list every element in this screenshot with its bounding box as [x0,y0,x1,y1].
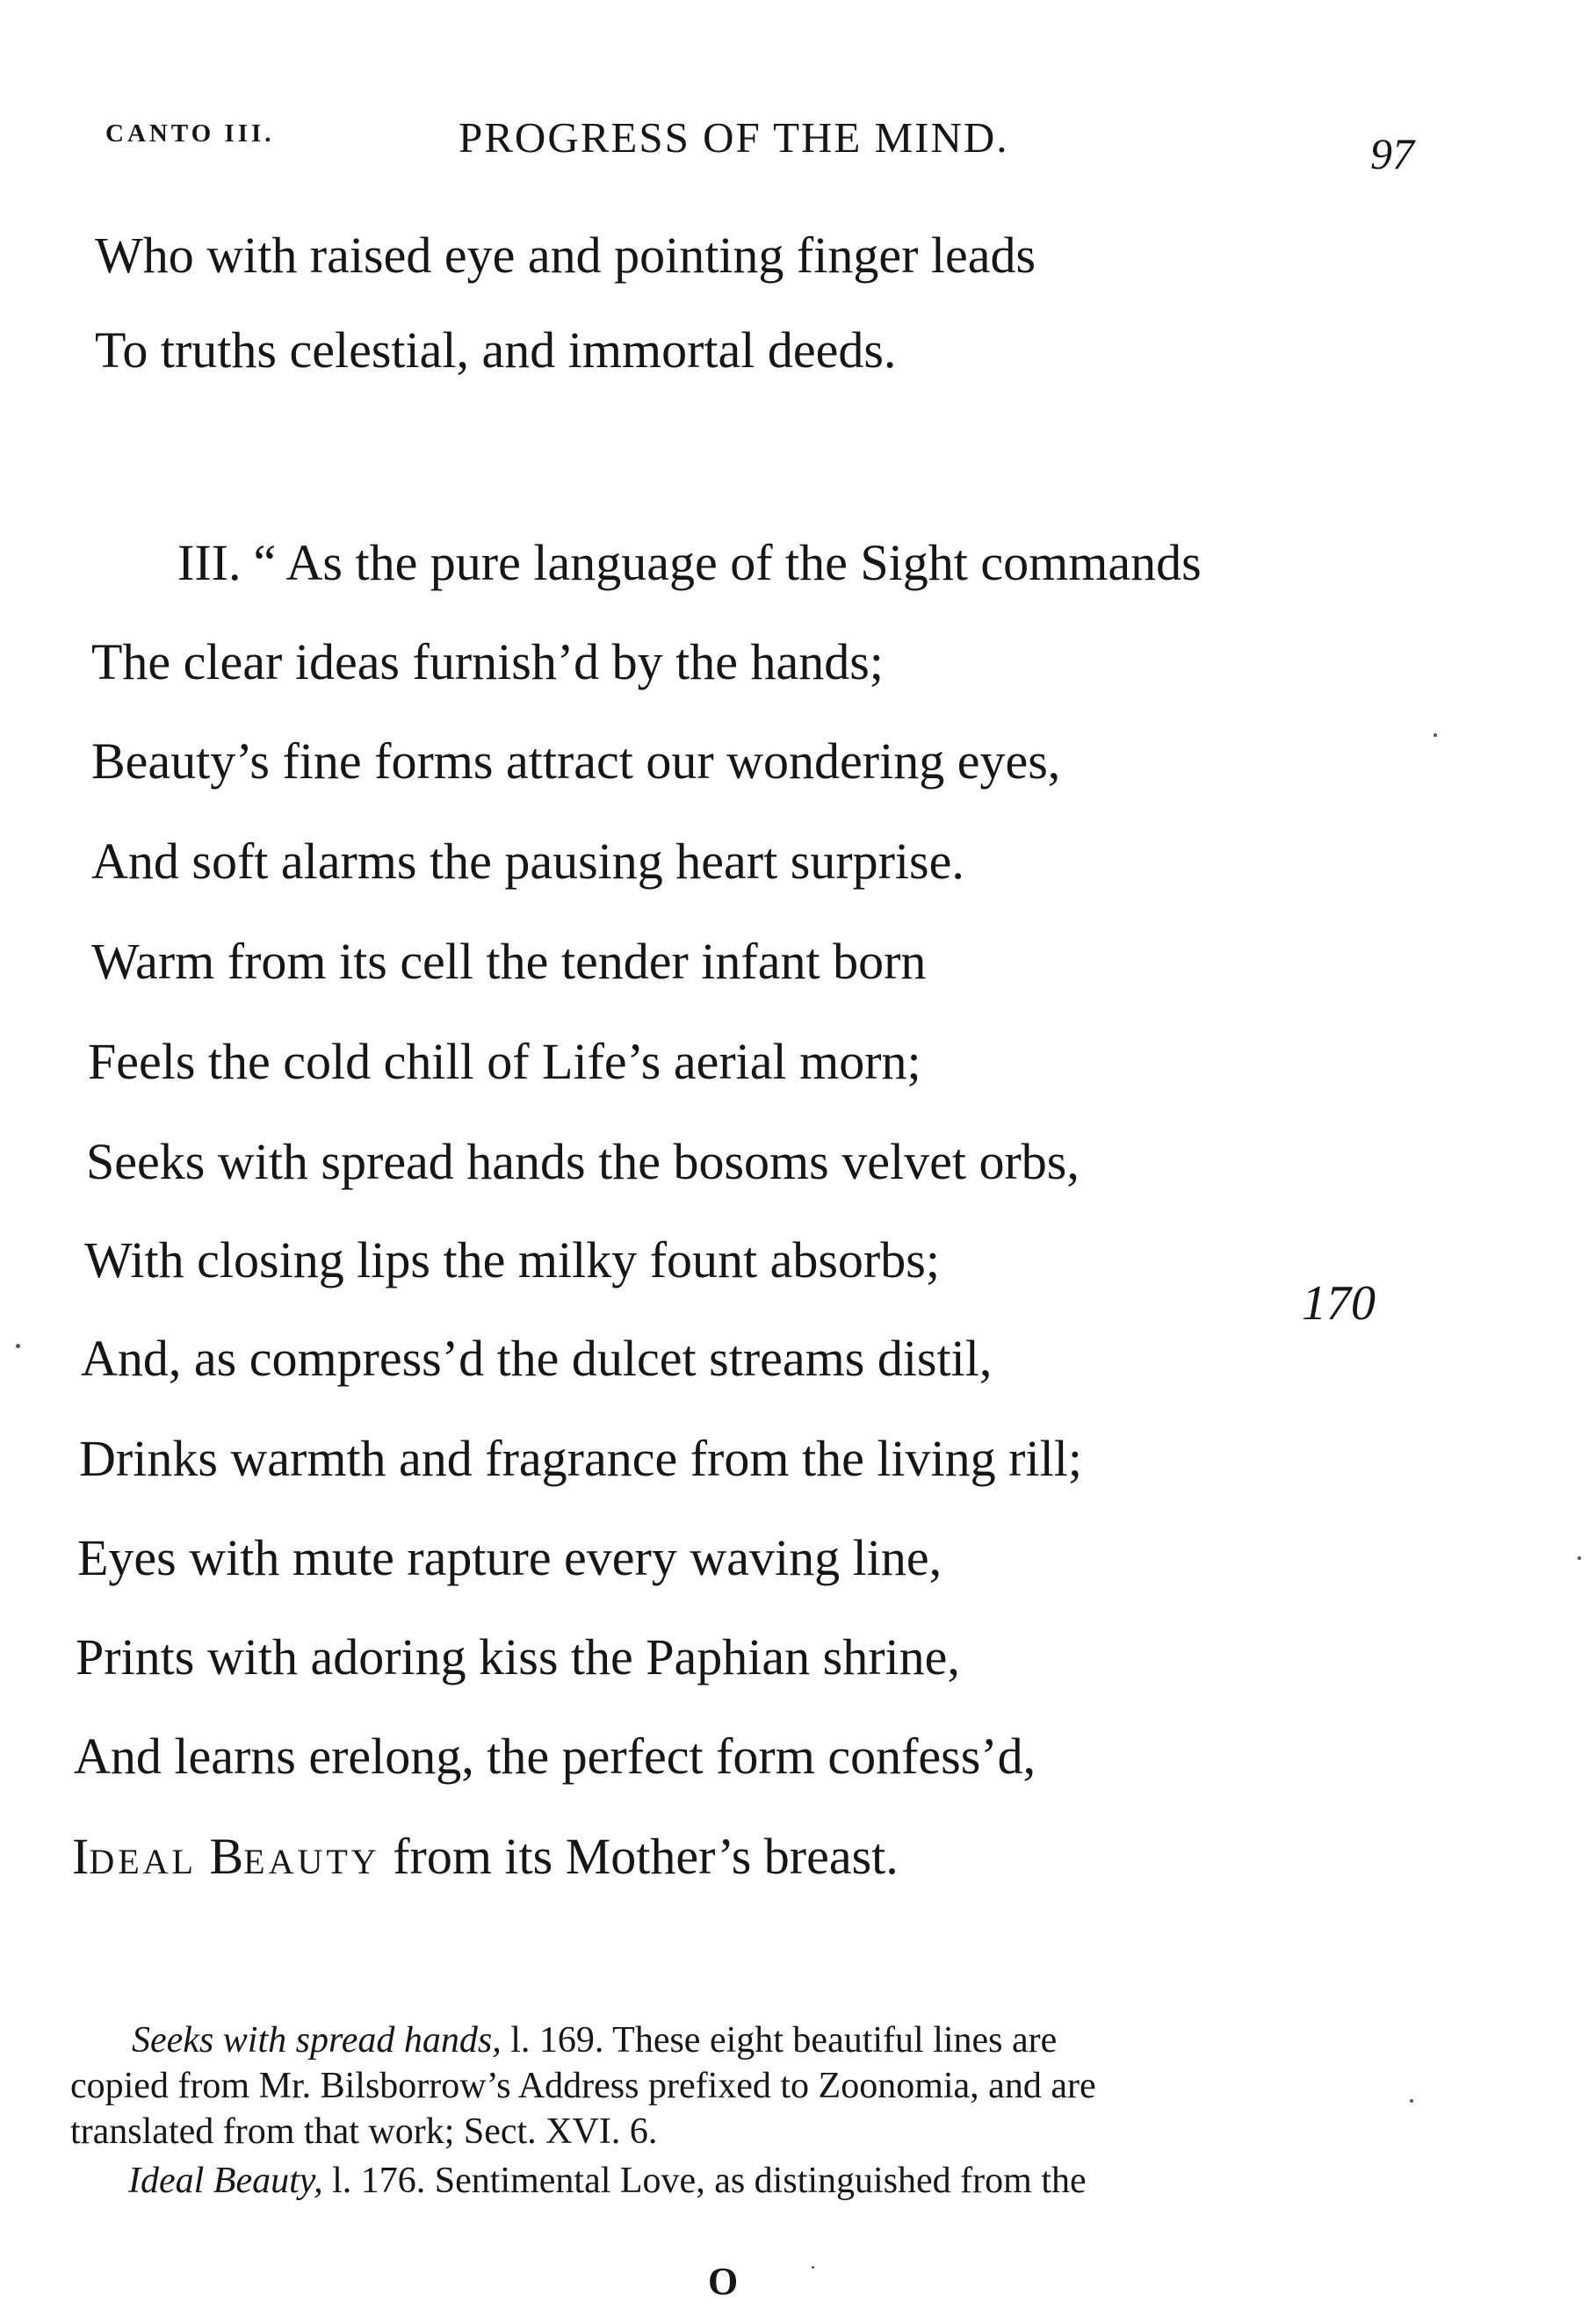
verse-line: Prints with adoring kiss the Paphian shrine, [76,1628,960,1685]
beauty-rest: EAUTY [243,1842,380,1881]
verse-line: Seeks with spread hands the bosoms velvet orbs, [86,1133,1080,1190]
verse-line: To truths celestial, and immortal deeds. [95,321,897,379]
section-first-line: “ As the pure language of the Sight commands [253,534,1202,591]
footnote-text: l. 176. Sentimental Love, as distinguished from the [322,2161,1087,2201]
ideal-rest: DEAL [89,1842,197,1881]
verse-line: The clear ideas furnish’d by the hands; [91,633,884,690]
verse-line: Feels the cold chill of Life’s aerial morn; [88,1033,921,1090]
ink-speck [1578,1556,1581,1560]
page-number: 97 [1370,129,1414,178]
ink-speck [1410,2099,1413,2103]
footnote-line: copied from Mr. Bilsborrow’s Address prefixed to Zoonomia, and are [70,2066,1096,2106]
verse-line: And, as compress’d the dulcet streams distil, [81,1330,993,1387]
signature-mark: O [708,2260,739,2303]
ink-speck [16,1344,20,1348]
footnote-line: translated from that work; Sect. XVI. 6. [70,2111,658,2152]
verse-line: Warm from its cell the tender infant born [91,933,927,990]
verse-line: And soft alarms the pausing heart surprise. [91,833,964,890]
verse-line: Who with raised eye and pointing finger leads [95,227,1036,284]
footnote-line [132,2022,1057,2059]
beauty-initial: B [209,1828,244,1885]
verse-line-final [72,1828,899,1885]
verse-line: Beauty’s fine forms attract our wondering eyes, [91,733,1061,790]
line-number: 170 [1302,1276,1376,1331]
running-header [105,112,1423,178]
ink-speck [812,2266,814,2269]
footnote-lead: Ideal Beauty, [128,2161,323,2201]
verse-line: And learns erelong, the perfect form confess’d, [74,1728,1036,1785]
running-title: PROGRESS OF THE MIND. [459,113,1009,162]
verse-line: Eyes with mute rapture every waving line, [77,1529,942,1586]
verse-line-section-start [177,534,1202,591]
footnote-lead: Seeks with spread hands, [132,2020,502,2061]
ideal-initial: I [72,1828,90,1885]
footnote-line [128,2162,1087,2199]
verse-line: Drinks warmth and fragrance from the living rill; [79,1430,1082,1487]
canto-label: CANTO III. [105,119,275,148]
footnote-text: l. 169. These eight beautiful lines are [501,2020,1058,2061]
verse-line: With closing lips the milky fount absorbs; [84,1231,940,1288]
final-line-rest: from its Mother’s breast. [379,1828,899,1885]
section-number: III. [177,534,242,591]
ink-speck [1434,733,1437,737]
